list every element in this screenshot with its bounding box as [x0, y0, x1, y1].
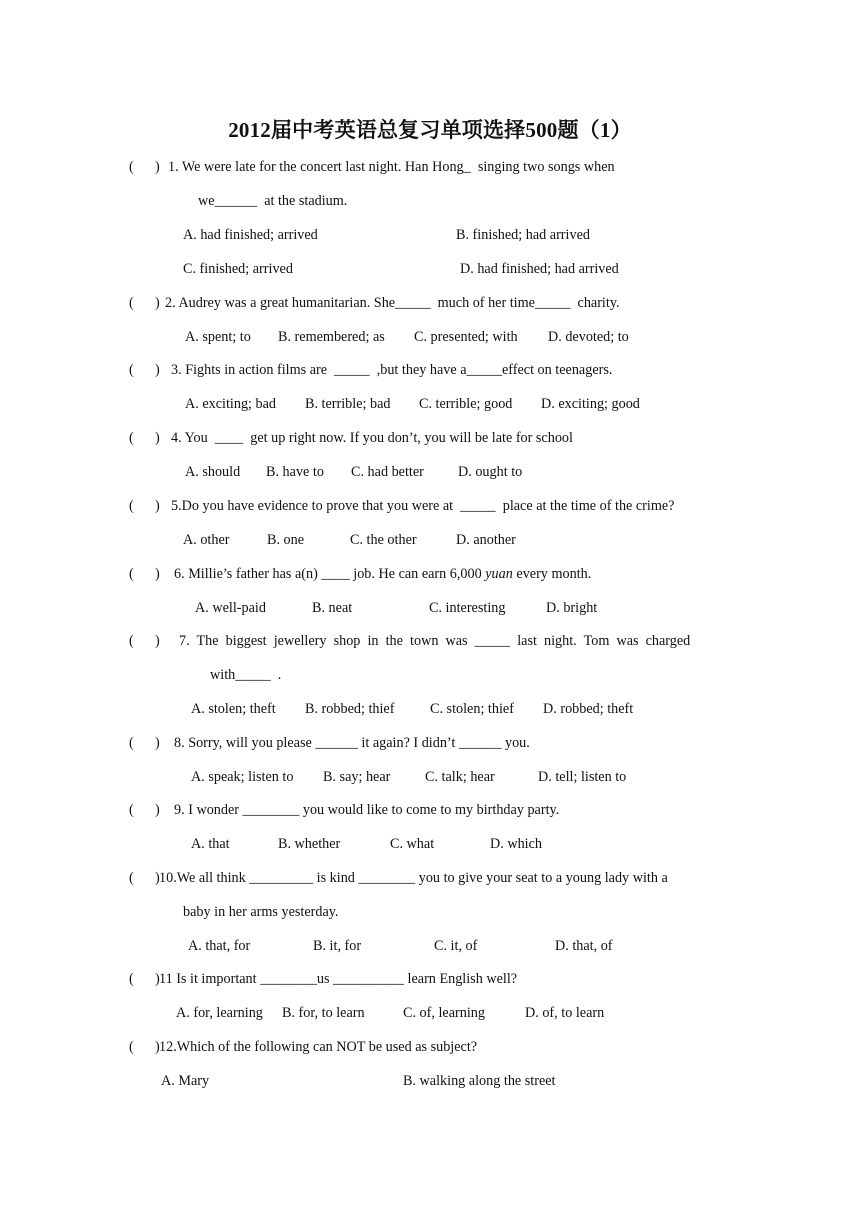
question-stem-cont: we______ at the stadium. — [198, 193, 348, 209]
option-b[interactable]: B. whether — [278, 836, 341, 852]
answer-blank[interactable]: ( ) — [129, 633, 160, 649]
answer-blank[interactable]: ( ) — [129, 498, 160, 514]
option-a[interactable]: A. well-paid — [195, 600, 266, 616]
option-c[interactable]: C. talk; hear — [425, 769, 495, 785]
option-c[interactable]: C. of, learning — [403, 1005, 485, 1021]
option-d[interactable]: D. that, of — [555, 938, 613, 954]
option-d[interactable]: D. robbed; theft — [543, 701, 634, 717]
question-stem-cont: with_____ . — [210, 667, 282, 683]
answer-blank[interactable]: ( ) — [129, 362, 160, 378]
option-c[interactable]: C. it, of — [434, 938, 478, 954]
answer-blank[interactable]: ( ) — [129, 1039, 160, 1055]
option-c[interactable]: C. finished; arrived — [183, 261, 293, 277]
answer-blank[interactable]: ( ) — [129, 802, 160, 818]
option-b[interactable]: B. remembered; as — [278, 329, 385, 345]
option-c[interactable]: C. the other — [350, 532, 417, 548]
option-a[interactable]: A. for, learning — [176, 1005, 263, 1021]
question-stem — [174, 564, 591, 584]
option-d[interactable]: D. which — [490, 836, 543, 852]
option-d[interactable]: D. exciting; good — [541, 396, 640, 412]
option-a[interactable]: A. other — [183, 532, 230, 548]
option-b[interactable]: B. robbed; thief — [305, 701, 395, 717]
option-d[interactable]: D. of, to learn — [525, 1005, 605, 1021]
option-a[interactable]: A. Mary — [161, 1073, 210, 1089]
option-a[interactable]: A. that, for — [188, 938, 251, 954]
option-a[interactable]: A. that — [191, 836, 230, 852]
question-stem-cont: baby in her arms yesterday. — [183, 904, 339, 920]
option-c[interactable]: C. had better — [351, 464, 424, 480]
option-a[interactable]: A. exciting; bad — [185, 396, 277, 412]
option-b[interactable]: B. walking along the street — [403, 1073, 556, 1089]
option-b[interactable]: B. neat — [312, 600, 353, 616]
option-a[interactable]: A. had finished; arrived — [183, 227, 318, 243]
option-a[interactable]: A. stolen; theft — [191, 701, 276, 717]
option-d[interactable]: D. tell; listen to — [538, 769, 627, 785]
option-c[interactable]: C. what — [390, 836, 435, 852]
option-c[interactable]: C. presented; with — [414, 329, 518, 345]
option-c[interactable]: C. terrible; good — [419, 396, 513, 412]
option-b[interactable]: B. it, for — [313, 938, 362, 954]
question-stem: 4. You ____ get up right now. If you don’t, you will be late for school — [171, 430, 573, 446]
option-b[interactable]: B. have to — [266, 464, 324, 480]
answer-blank[interactable]: ( ) — [129, 430, 160, 446]
stem-italic: yuan — [485, 566, 513, 582]
question-stem: 11 Is it important ________us __________ learn English well? — [159, 971, 518, 987]
option-d[interactable]: D. ought to — [458, 464, 523, 480]
option-d[interactable]: D. had finished; had arrived — [460, 261, 619, 277]
question-stem: 5.Do you have evidence to prove that you were at _____ place at the time of the crime? — [171, 498, 675, 514]
answer-blank[interactable]: ( ) — [129, 566, 160, 582]
question-stem: 9. I wonder ________ you would like to come to my birthday party. — [174, 802, 560, 818]
option-d[interactable]: D. bright — [546, 600, 598, 616]
option-b[interactable]: B. terrible; bad — [305, 396, 391, 412]
stem-text: 6. Millie’s father has a(n) ____ job. He can earn 6,000 — [174, 566, 486, 582]
answer-blank[interactable]: ( ) — [129, 870, 160, 886]
option-d[interactable]: D. devoted; to — [548, 329, 629, 345]
option-c[interactable]: C. interesting — [429, 600, 506, 616]
answer-blank[interactable]: ( ) — [129, 295, 160, 311]
option-b[interactable]: B. one — [267, 532, 305, 548]
question-stem: 8. Sorry, will you please ______ it again? I didn’t ______ you. — [174, 735, 530, 751]
question-stem: 12.Which of the following can NOT be used as subject? — [159, 1039, 478, 1055]
question-stem: 10.We all think _________ is kind ________ you to give your seat to a young lady with a — [159, 870, 668, 886]
answer-blank[interactable]: ( ) — [129, 971, 160, 987]
option-a[interactable]: A. should — [185, 464, 241, 480]
option-a[interactable]: A. speak; listen to — [191, 769, 294, 785]
question-stem: 1. We were late for the concert last night. Han Hong_ singing two songs when — [168, 159, 615, 175]
question-stem: 2. Audrey was a great humanitarian. She_____ much of her time_____ charity. — [165, 295, 620, 311]
stem-text: every month. — [512, 566, 592, 582]
page-title: 2012届中考英语总复习单项选择500题（1） — [228, 118, 632, 142]
option-d[interactable]: D. another — [456, 532, 516, 548]
option-b[interactable]: B. for, to learn — [282, 1005, 365, 1021]
option-a[interactable]: A. spent; to — [185, 329, 251, 345]
option-c[interactable]: C. stolen; thief — [430, 701, 514, 717]
answer-blank[interactable]: ( ) — [129, 735, 160, 751]
option-b[interactable]: B. finished; had arrived — [456, 227, 590, 243]
question-stem: 7. The biggest jewellery shop in the town was _____ last night. Tom was charged — [179, 633, 691, 649]
answer-blank[interactable]: ( ) — [129, 159, 160, 175]
question-stem: 3. Fights in action films are _____ ,but they have a_____effect on teenagers. — [171, 362, 613, 378]
option-b[interactable]: B. say; hear — [323, 769, 391, 785]
